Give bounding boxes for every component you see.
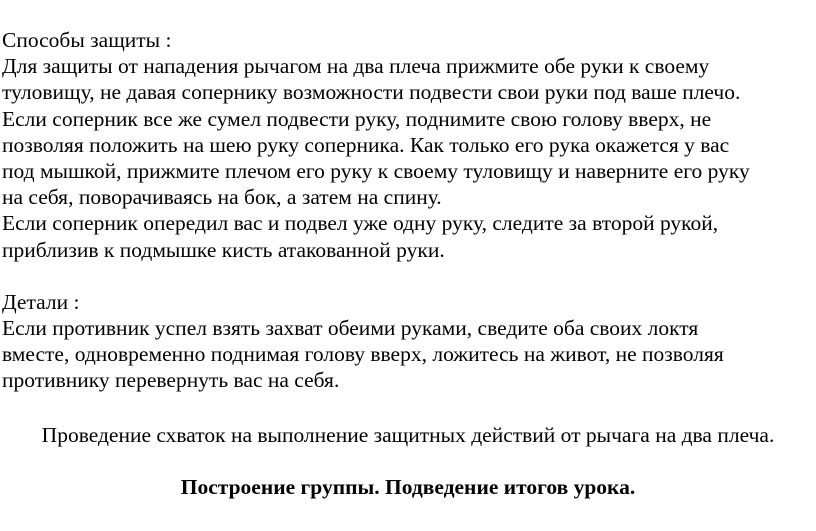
final-paragraph: Построение группы. Подведение итогов урока. — [180, 475, 636, 499]
section-heading-defense-methods: Способы защиты : — [2, 28, 172, 52]
blank-line — [2, 394, 814, 420]
text-line: туловищу, не давая сопернику возможности подвести свои руки под ваше плечо. — [2, 80, 741, 105]
centered-paragraph: Проведение схваток на выполнение защитных действий от рычага на два плеча. — [41, 422, 775, 447]
text-line: на себя, поворачиваясь на бок, а затем на спину. — [2, 185, 442, 210]
section-heading-details: Детали : — [2, 289, 80, 314]
text-line: приблизив к подмышке кисть атакованной руки. — [2, 237, 445, 262]
blank-line — [2, 263, 814, 289]
document-body — [2, 27, 814, 500]
text-line: противнику перевернуть вас на себя. — [2, 368, 340, 393]
text-line: Если соперник опередил вас и подвел уже одну руку, следите за второй рукой, — [2, 211, 719, 236]
text-line: Для защиты от нападения рычагом на два плеча прижмите обе руки к своему — [2, 54, 710, 79]
text-line: вместе, одновременно поднимая голову вверх, ложитесь на живот, не позволяя — [2, 342, 724, 367]
text-line: под мышкой, прижмите плечом его руку к своему туловищу и наверните его руку — [2, 158, 750, 183]
text-line: Если противник успел взять захват обеими руками, сведите оба своих локтя — [2, 316, 699, 341]
section-defense-methods — [2, 27, 814, 263]
text-line: позволяя положить на шею руку соперника. Как только его рука окажется у вас — [2, 132, 730, 157]
text-line: Если соперник все же сумел подвести руку, поднимите свою голову вверх, не — [2, 106, 712, 131]
section-details — [2, 289, 814, 394]
